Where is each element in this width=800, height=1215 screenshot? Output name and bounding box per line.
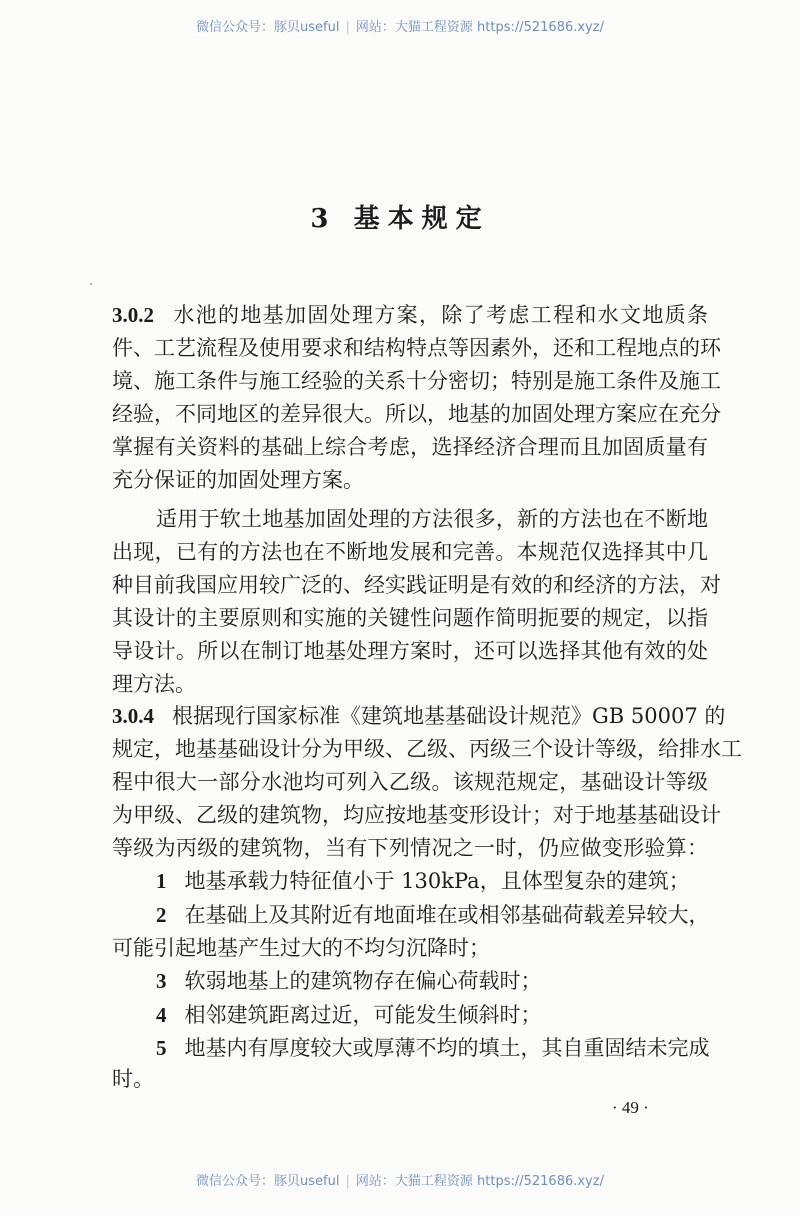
list-item-4 — [156, 1000, 708, 1030]
list-item-1 — [156, 866, 708, 896]
list-item-2 — [156, 900, 708, 930]
paragraph-line: 导设计。所以在制订地基处理方案时，还可以选择其他有效的处 — [112, 639, 708, 663]
list-item-3 — [156, 966, 708, 996]
item-text: 相邻建筑距离过近，可能发生倾斜时； — [184, 1003, 542, 1027]
paragraph-line: 出现，已有的方法也在不断地发展和完善。本规范仅选择其中几 — [112, 540, 708, 564]
watermark-text: 网站：大猫工程资源 https://521686.xyz/ — [355, 1174, 604, 1189]
watermark-text: 微信公众号：豚贝useful — [196, 20, 340, 35]
clause-304-line: 程中很大一部分水池均可列入乙级。该规范规定，基础设计等级 — [112, 770, 708, 794]
watermark-bottom — [0, 1170, 800, 1189]
watermark-separator: | — [345, 1174, 350, 1189]
item-number: 2 — [156, 903, 167, 927]
watermark-text: 网站：大猫工程资源 https://521686.xyz/ — [355, 20, 604, 35]
item-text: 地基内有厚度较大或厚薄不均的填土，其自重固结未完成 — [184, 1036, 710, 1060]
item-number: 4 — [156, 1003, 167, 1027]
clause-304-line: 为甲级、乙级的建筑物，均应按地基变形设计；对于地基基础设计 — [112, 803, 721, 827]
clause-number: 3.0.4 — [112, 704, 154, 728]
chapter-title: 3 基本规定 — [310, 204, 490, 234]
clause-text: 根据现行国家标准《建筑地基基础设计规范》GB 50007 的 — [172, 704, 726, 728]
watermark-separator: | — [345, 20, 350, 35]
paragraph-line: 其设计的主要原则和实施的关键性问题作简明扼要的规定，以指 — [112, 606, 708, 630]
clause-304-line — [112, 701, 726, 731]
item-text: 软弱地基上的建筑物存在偏心荷载时； — [184, 969, 542, 993]
clause-302-line: 件、工艺流程及使用要求和结构特点等因素外，还和工程地点的环 — [112, 336, 721, 360]
paragraph-line: 种目前我国应用较广泛的、经实践证明是有效的和经济的方法，对 — [112, 573, 721, 597]
clause-302-line: 经验，不同地区的差异很大。所以，地基的加固处理方案应在充分 — [112, 402, 721, 426]
scan-speck — [90, 283, 92, 285]
clause-302-line: 充分保证的加固处理方案。 — [112, 468, 364, 492]
clause-304-line: 规定，地基基础设计分为甲级、乙级、丙级三个设计等级，给排水工 — [112, 737, 742, 761]
list-item-5-cont: 时。 — [112, 1067, 154, 1091]
list-item-2-cont: 可能引起地基产生过大的不均匀沉降时； — [112, 936, 490, 960]
paragraph-line: 适用于软土地基加固处理的方法很多，新的方法也在不断地 — [156, 507, 708, 531]
clause-number: 3.0.2 — [112, 303, 154, 327]
clause-304-line: 等级为丙级的建筑物，当有下列情况之一时，仍应做变形验算： — [112, 836, 708, 860]
item-number: 1 — [156, 869, 167, 893]
paragraph-line: 理方法。 — [112, 672, 196, 696]
clause-302-line: 境、施工条件与施工经验的关系十分密切；特别是施工条件及施工 — [112, 369, 721, 393]
clause-302-line — [112, 300, 708, 330]
watermark-top — [0, 16, 800, 35]
page-number: · 49 · — [612, 1098, 649, 1117]
watermark-text: 微信公众号：豚贝useful — [196, 1174, 340, 1189]
clause-text: 水池的地基加固处理方案，除了考虑工程和水文地质条 — [172, 303, 708, 327]
item-text: 地基承载力特征值小于 130kPa，且体型复杂的建筑； — [184, 869, 690, 893]
item-number: 5 — [156, 1036, 167, 1060]
item-text: 在基础上及其附近有地面堆在或相邻基础荷载差异较大， — [184, 903, 710, 927]
clause-302-line: 掌握有关资料的基础上综合考虑，选择经济合理而且加固质量有 — [112, 435, 708, 459]
list-item-5 — [156, 1033, 708, 1063]
item-number: 3 — [156, 969, 167, 993]
